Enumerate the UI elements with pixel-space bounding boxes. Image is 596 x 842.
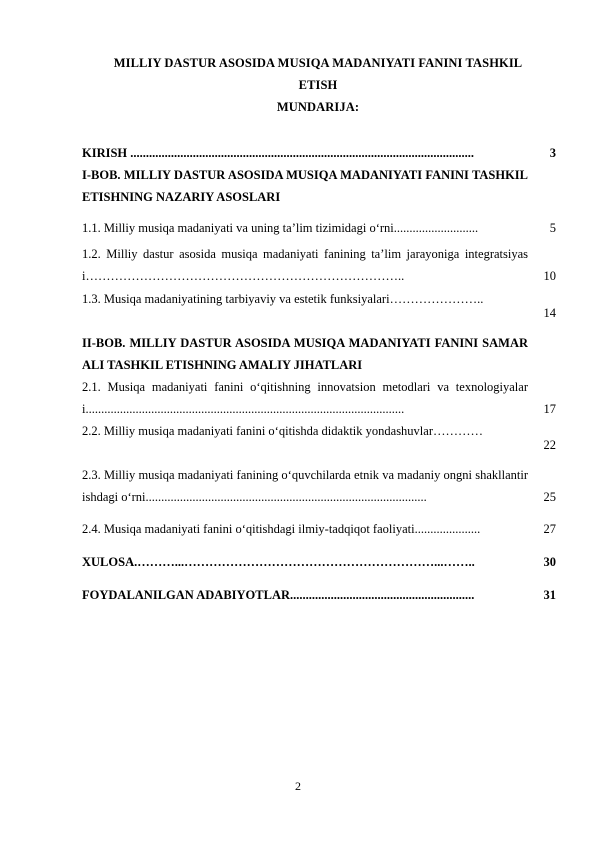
contents-heading: MUNDARIJA: <box>276 100 360 114</box>
toc-entry-text: I-BOB. MILLIY DASTUR ASOSIDA MUSIQA MADANIYATI FANINI TASHKIL ETISHNING NAZARIY ASOSLARI <box>82 168 528 204</box>
toc-entry-page: 22 <box>543 438 556 452</box>
toc-entry-text: 1.1. Milliy musiqa madaniyati va uning ta’lim tizimidagi o‘rni........................... <box>82 221 479 235</box>
toc-entry-text: 2.1. Musiqa madaniyati fanini o‘qitishning innovatsion metodlari va texnologiyalari...................................................................................................... <box>82 380 528 416</box>
document-title-line-1: MILLIY DASTUR ASOSIDA MUSIQA MADANIYATI FANINI TASHKIL <box>113 56 523 70</box>
toc-entry-text: XULOSA.………...……………………………………………………...…….. <box>82 555 475 569</box>
toc-entry-page: 27 <box>543 522 556 536</box>
toc-entry-page: 3 <box>549 146 556 160</box>
toc-entry-page: 30 <box>543 555 556 569</box>
toc-entry-text: FOYDALANILGAN ADABIYOTLAR........................................................... <box>82 588 475 602</box>
document-title-line-2: ETISH <box>298 78 338 92</box>
toc-entry-page: 31 <box>543 588 556 602</box>
toc-entry-page: 17 <box>543 402 556 416</box>
toc-entry-page: 25 <box>543 490 556 504</box>
toc-entry-text: II-BOB. MILLIY DASTUR ASOSIDA MUSIQA MADANIYATI FANINI SAMARALI TASHKIL ETISHNING AMALIY JIHATLARI <box>82 336 528 372</box>
toc-entry-text: KIRISH .............................................................................................................. <box>82 146 475 160</box>
toc-entry-text: 1.2. Milliy dastur asosida musiqa madaniyati fanining ta’lim jarayoniga integratsiyasi………………………………………………………………….. <box>82 247 528 283</box>
toc-entry-text: 1.3. Musiqa madaniyatining tarbiyaviy va estetik funksiyalari………………….. <box>82 292 484 306</box>
toc-entry-page: 14 <box>543 306 556 320</box>
toc-entry-page: 10 <box>543 269 556 283</box>
toc-entry-page: 5 <box>549 221 556 235</box>
toc-entry-text: 2.2. Milliy musiqa madaniyati fanini o‘qitishda didaktik yondashuvlar………… <box>82 424 483 438</box>
toc-entry-text: 2.3. Milliy musiqa madaniyati fanining o‘quvchilarda etnik va madaniy ongni shakllantirishdagi o‘rni.......................................................................................... <box>82 468 528 504</box>
toc-entry-text: 2.4. Musiqa madaniyati fanini o‘qitishdagi ilmiy-tadqiqot faoliyati..................... <box>82 522 481 536</box>
page-number: 2 <box>295 779 301 793</box>
